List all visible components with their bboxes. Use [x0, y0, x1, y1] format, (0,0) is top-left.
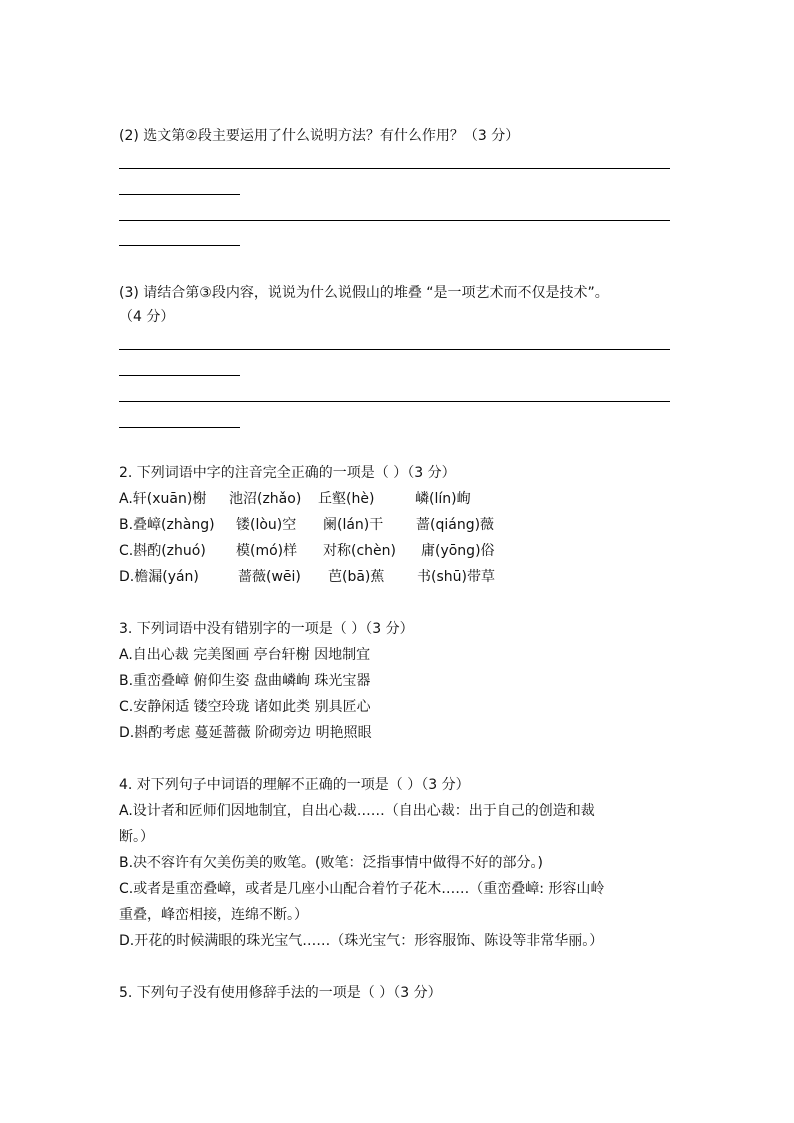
option-b[interactable]: B.重峦叠嶂 俯仰生姿 盘曲嶙峋 珠光宝器	[119, 673, 371, 689]
answer-line[interactable]	[119, 220, 670, 221]
option-word: 镂(lòu)空	[236, 517, 297, 533]
option-d[interactable]: D.开花的时候满眼的珠光宝气……（珠光宝气：形容服饰、陈设等非常华丽。）	[119, 933, 604, 949]
option-word: 书(shū)带草	[417, 569, 495, 585]
option-word: A.轩(xuān)榭	[119, 491, 207, 507]
answer-line[interactable]	[119, 427, 240, 428]
answer-line[interactable]	[119, 375, 240, 376]
question-4-stem: 4. 对下列句子中词语的理解不正确的一项是（ ）（3 分）	[119, 777, 470, 793]
question-2-2: (2) 选文第②段主要运用了什么说明方法？有什么作用？（3 分）	[119, 128, 520, 144]
question-2-stem: 2. 下列词语中字的注音完全正确的一项是（ ）（3 分）	[119, 465, 456, 481]
option-word: 嶙(lín)峋	[415, 491, 471, 507]
option-c[interactable]: C.或者是重峦叠嶂，或者是几座小山配合着竹子花木……（重峦叠嶂: 形容山岭	[119, 881, 605, 897]
option-a[interactable]: A.设计者和匠师们因地制宜，自出心裁……（自出心裁：出于自己的创造和裁	[119, 803, 595, 819]
option-c-continued[interactable]: 重叠，峰峦相接，连绵不断。）	[119, 907, 308, 923]
option-word: 阑(lán)干	[323, 517, 384, 533]
option-word: 蔷薇(wēi)	[238, 569, 301, 585]
option-word: 蔷(qiáng)薇	[416, 517, 495, 533]
answer-line[interactable]	[119, 194, 240, 195]
answer-line[interactable]	[119, 401, 670, 402]
option-word: 芭(bā)蕉	[328, 569, 385, 585]
option-word: 模(mó)样	[236, 543, 298, 559]
option-b[interactable]: B.决不容许有欠美伤美的败笔。(败笔：泛指事情中做得不好的部分。)	[119, 855, 543, 871]
answer-line[interactable]	[119, 245, 240, 246]
option-d[interactable]: D.斟酌考虑 蔓延蔷薇 阶砌旁边 明艳照眼	[119, 725, 372, 741]
option-a-continued[interactable]: 断。）	[119, 829, 154, 845]
option-word: C.斟酌(zhuó)	[119, 543, 206, 559]
answer-line[interactable]	[119, 168, 670, 169]
option-word: D.檐漏(yán)	[119, 569, 199, 585]
option-word: 丘壑(hè)	[318, 491, 375, 507]
option-c[interactable]: C.安静闲适 镂空玲珑 诸如此类 别具匠心	[119, 699, 371, 715]
answer-line[interactable]	[119, 349, 670, 350]
option-word: 池沼(zhǎo)	[229, 491, 302, 507]
option-word: 庸(yōng)俗	[421, 543, 495, 559]
question-2-3-line2: （4 分）	[119, 309, 175, 325]
question-5-stem: 5. 下列句子没有使用修辞手法的一项是（ ）（3 分）	[119, 985, 442, 1001]
question-2-3-line1: (3) 请结合第③段内容，说说为什么说假山的堆叠 “是一项艺术而不仅是技术”。	[119, 285, 609, 301]
question-3-stem: 3. 下列词语中没有错别字的一项是（ ）（3 分）	[119, 621, 414, 637]
option-word: B.叠嶂(zhàng)	[119, 517, 215, 533]
option-word: 对称(chèn)	[323, 543, 396, 559]
option-a[interactable]: A.自出心裁 完美图画 亭台轩榭 因地制宜	[119, 647, 371, 663]
